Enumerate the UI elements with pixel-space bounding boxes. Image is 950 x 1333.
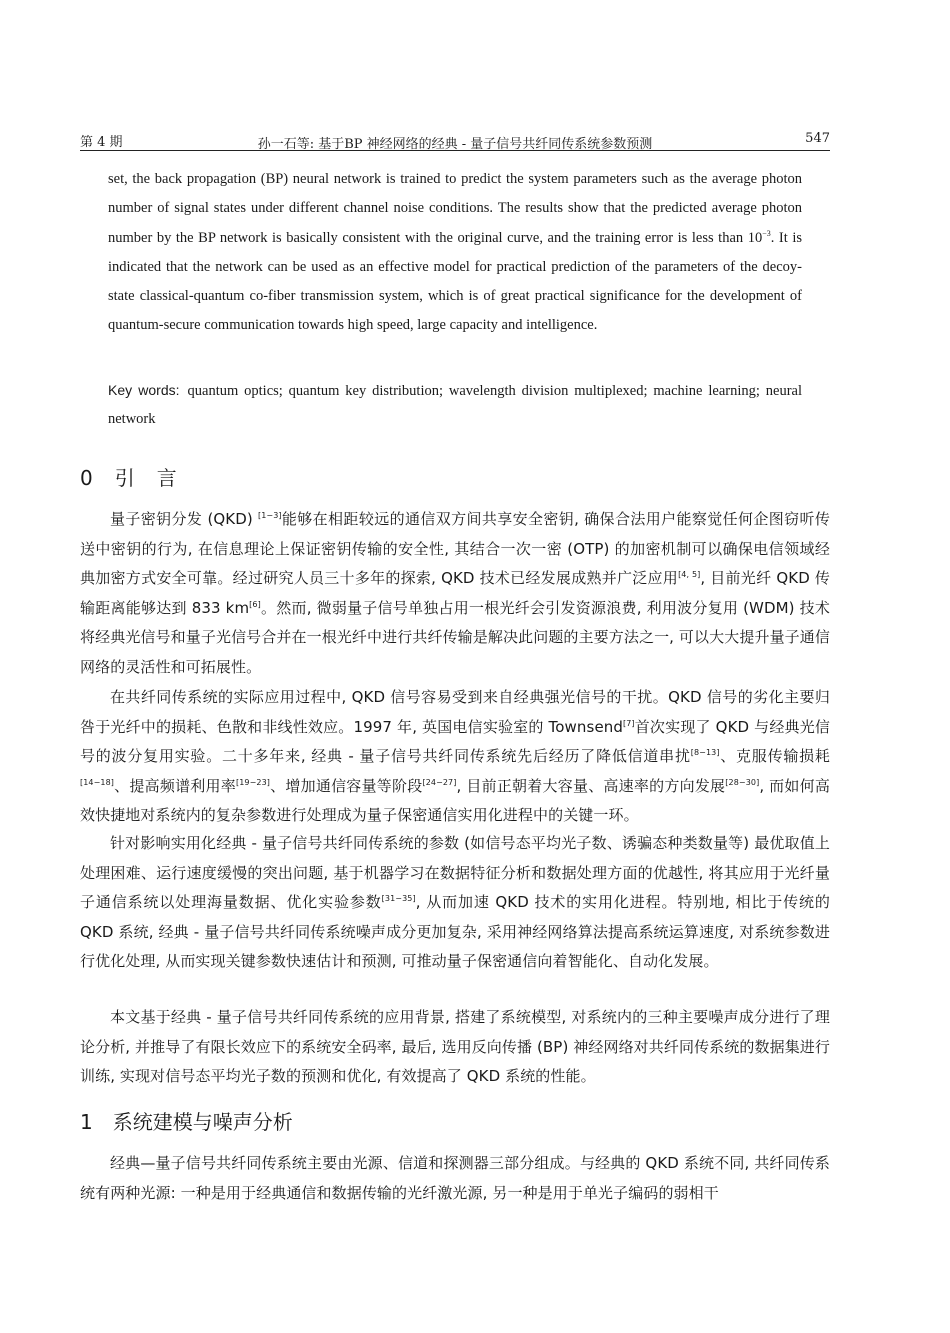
citation: [4, 5] [678, 570, 701, 579]
abstract-continued [108, 165, 802, 341]
paragraph [80, 505, 830, 682]
keywords-label: Key words: [108, 382, 180, 398]
text: 、增加通信容量等阶段 [270, 776, 423, 795]
text: 在共纤同传系统的实际应用过程中, QKD 信号容易受到来自经典强光信号的干扰。QKD 信号的劣化主要归咎于光纤中的损耗、色散和非线性效应。1997 年, 英国电信实验室的 Townsend [80, 688, 830, 736]
text: , 而如何高效快捷地对系统内的复杂参数进行处理成为量子保密通信实用化进程中的关键一环。 [80, 776, 830, 824]
citation: [8−13] [690, 748, 720, 757]
keywords-text: quantum optics; quantum key distribution; wavelength division multiplexed; machine learning; neural network [108, 383, 803, 427]
section-title: 系统建模与噪声分析 [112, 1110, 293, 1134]
citation: [31−35] [381, 894, 416, 903]
paragraph [80, 683, 830, 831]
text: 本文基于经典 - 量子信号共纤同传系统的应用背景, 搭建了系统模型, 对系统内的三种主要噪声成分进行了理论分析, 并推导了有限长效应下的系统安全码率, 最后, 选用反向传播 (BP) 神经网络对共纤同传系统的数据集进行训练, 实现对信号态平均光子数的预测和优化, 有效提高了 QKD 系统的性能。 [80, 1008, 830, 1085]
section-heading-modeling [80, 1106, 293, 1135]
citation: [6] [249, 599, 261, 609]
paragraph [80, 1149, 830, 1208]
section-number: 0 [80, 466, 93, 490]
citation: [7] [623, 718, 635, 728]
citation: [24−27] [422, 777, 457, 787]
text: 首次实现了 QKD 与经典光信号的波分复用实验。二十多年来, 经典 - 量子信号共纤同传系统先后经历了降低信道串扰 [80, 717, 830, 765]
exponent: −3 [762, 228, 771, 238]
paragraph [80, 829, 830, 977]
running-title: 孙一石等: 基于BP 神经网络的经典 - 量子信号共纤同传系统参数预测 [257, 137, 653, 152]
section-heading-introduction [80, 462, 177, 491]
keywords [108, 376, 802, 433]
citation: [14−18] [80, 777, 115, 787]
citation: [1−3] [258, 511, 282, 520]
text: 经典—量子信号共纤同传系统主要由光源、信道和探测器三部分组成。与经典的 QKD 系统不同, 共纤同传系统有两种光源: 一种是用于经典通信和数据传输的光纤激光源, 另一种是用于单光子编码的弱相干 [80, 1154, 830, 1202]
section-title-part: 言 [156, 466, 177, 490]
citation: [28−30] [725, 777, 760, 787]
section-title-part: 引 [114, 466, 135, 490]
issue-number: 第 4 期 [80, 135, 123, 150]
text: , 目前光纤 QKD 传输距离能够达到 833 km [80, 569, 831, 617]
abstract-text-end: . It is indicated that the network can be used as an effective model for practical prediction of the parameters of the decoy-state classical-quantum co-fiber transmission system, which is of great practical significance for the development of quantum-secure communication towards high speed, large capacity and intelligence. [108, 229, 802, 334]
section-number: 1 [80, 1110, 93, 1134]
paragraph [80, 1003, 830, 1092]
text: 能够在相距较远的通信双方间共享安全密钥, 确保合法用户能察觉任何企图窃听传送中密钥的行为, 在信息理论上保证密钥传输的安全性, 其结合一次一密 (OTP) 的加密机制可以确保电信领域经典加密方式安全可靠。经过研究人员三十多年的探索, QKD 技术已经发展成熟并广泛应用 [80, 510, 831, 587]
abstract-text: set, the back propagation (BP) neural network is trained to predict the system parameters such as the average photon number of signal states under different channel noise conditions. The results show that the predicted average photon number by the BP network is basically consistent with the original curve, and the training error is less than 10 [108, 171, 802, 246]
text: 、提高频谱利用率 [114, 776, 236, 795]
text: 。然而, 微弱量子信号单独占用一根光纤会引发资源浪费, 利用波分复用 (WDM) 技术将经典光信号和量子光信号合并在一根光纤中进行共纤传输是解决此问题的主要方法之一, 可以大大提升量子通信网络的灵活性和可拓展性。 [80, 598, 830, 676]
text: , 从而加速 QKD 技术的实用化进程。特别地, 相比于传统的 QKD 系统, 经典 - 量子信号共纤同传系统噪声成分更加复杂, 采用神经网络算法提高系统运算速度, 对系统参数进行优化处理, 从而实现关键参数快速估计和预测, 可推动量子保密通信向着智能化、自动化发展。 [80, 893, 831, 970]
text: 针对影响实用化经典 - 量子信号共纤同传系统的参数 (如信号态平均光子数、诱骗态种类数量等) 最优取值上处理困难、运行速度缓慢的突出问题, 基于机器学习在数据特征分析和数据处理方面的优越性, 将其应用于光纤量子通信系统以处理海量数据、优化实验参数 [80, 834, 830, 911]
text: , 目前正朝着大容量、高速率的方向发展 [456, 776, 726, 795]
running-header [80, 128, 830, 151]
page-number: 547 [805, 131, 830, 146]
text: 、克服传输损耗 [719, 747, 830, 765]
citation: [19−23] [236, 777, 271, 787]
text: 量子密钥分发 (QKD) [110, 510, 258, 528]
